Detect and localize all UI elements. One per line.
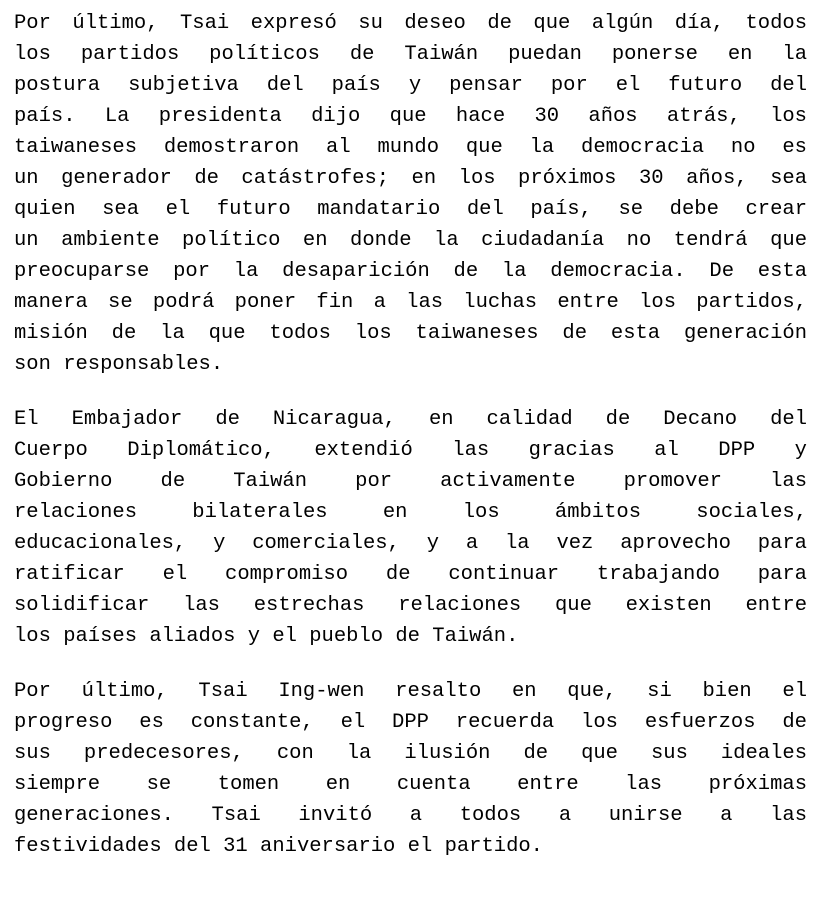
text-line: solidificar las estrechas relaciones que existen entre bbox=[14, 594, 807, 617]
text-line: siempre se tomen en cuenta entre las próximas bbox=[14, 773, 807, 796]
text-line: los países aliados y el pueblo de Taiwán. bbox=[14, 625, 519, 648]
text-line: son responsables. bbox=[14, 353, 224, 376]
text-line: festividades del 31 aniversario el partido. bbox=[14, 835, 543, 858]
text-line: generaciones. Tsai invitó a todos a unirse a las bbox=[14, 804, 807, 827]
text-line: Por último, Tsai Ing-wen resalto en que, si bien el bbox=[14, 680, 807, 703]
text-line: un generador de catástrofes; en los próximos 30 años, sea bbox=[14, 167, 807, 190]
paragraph-3 bbox=[14, 676, 807, 862]
text-line: un ambiente político en donde la ciudadanía no tendrá que bbox=[14, 229, 807, 252]
text-line: taiwaneses demostraron al mundo que la democracia no es bbox=[14, 136, 807, 159]
text-line: sus predecesores, con la ilusión de que sus ideales bbox=[14, 742, 807, 765]
document-body bbox=[14, 8, 807, 886]
paragraph-1 bbox=[14, 8, 807, 380]
text-line: misión de la que todos los taiwaneses de esta generación bbox=[14, 322, 807, 345]
text-line: ratificar el compromiso de continuar trabajando para bbox=[14, 563, 807, 586]
text-line: los partidos políticos de Taiwán puedan ponerse en la bbox=[14, 43, 807, 66]
text-line: quien sea el futuro mandatario del país, se debe crear bbox=[14, 198, 807, 221]
text-line: país. La presidenta dijo que hace 30 años atrás, los bbox=[14, 105, 807, 128]
text-line: postura subjetiva del país y pensar por el futuro del bbox=[14, 74, 807, 97]
text-line: progreso es constante, el DPP recuerda los esfuerzos de bbox=[14, 711, 807, 734]
text-line: preocuparse por la desaparición de la democracia. De esta bbox=[14, 260, 807, 283]
text-line: El Embajador de Nicaragua, en calidad de Decano del bbox=[14, 408, 807, 431]
text-line: educacionales, y comerciales, y a la vez aprovecho para bbox=[14, 532, 807, 555]
text-line: Gobierno de Taiwán por activamente promover las bbox=[14, 470, 807, 493]
paragraph-2 bbox=[14, 404, 807, 652]
text-line: Cuerpo Diplomático, extendió las gracias al DPP y bbox=[14, 439, 807, 462]
text-line: Por último, Tsai expresó su deseo de que algún día, todos bbox=[14, 12, 807, 35]
text-line: relaciones bilaterales en los ámbitos sociales, bbox=[14, 501, 807, 524]
text-line: manera se podrá poner fin a las luchas entre los partidos, bbox=[14, 291, 807, 314]
